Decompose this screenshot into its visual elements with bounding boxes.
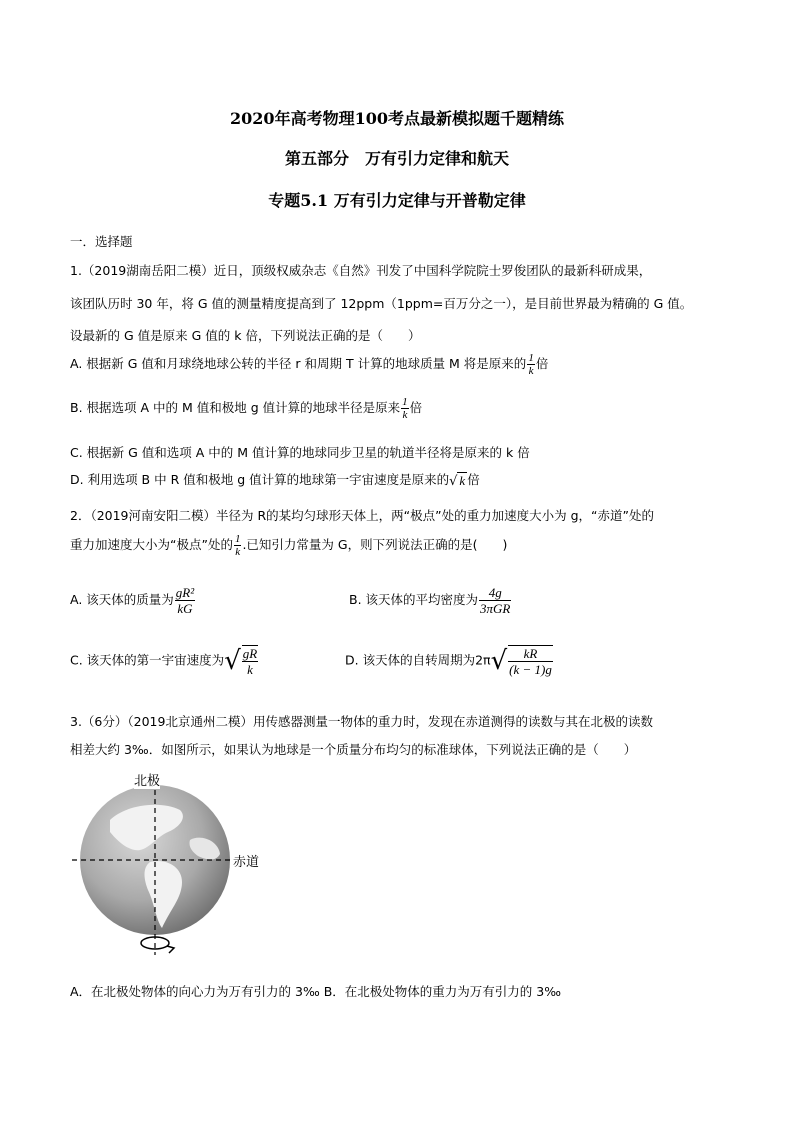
fraction-denominator: 3πGR [480,601,511,616]
q2-option-a-text: A. 该天体的质量为 [70,592,174,607]
q2-option-d [345,645,554,677]
fraction-numerator: 1 [402,396,408,408]
q1-option-b [70,396,422,421]
fraction-denominator: kG [177,601,193,616]
fraction-numerator: kR [508,646,553,662]
fraction-denominator: k [247,662,253,677]
fraction [527,352,535,377]
north-pole-label: 北极 [134,770,160,789]
sqrt-expression: √ k [449,472,466,489]
q2-option-d-text: D. 该天体的自转周期为2π [345,652,491,668]
q1-option-a-text: A. 根据新 G 值和月球绕地球公转的半径 r 和周期 T 计算的地球质量 M 将是原来的 [70,356,527,371]
sqrt-radicand: k [459,472,466,488]
q2-option-a [70,585,196,616]
q3-answer-line: A．在北极处物体的向心力为万有引力的 3‰ B．在北极处物体的重力为万有引力的 3‰ [70,984,561,999]
q1-option-d-text: D. 利用选项 B 中 R 值和极地 g 值计算的地球第一宇宙速度是原来的 [70,472,450,487]
q1-line1: 1.（2019湖南岳阳二模）近日，顶级权威杂志《自然》刊发了中国科学院院士罗俊团队的最新科研成果， [70,263,652,278]
fraction-denominator: k [528,365,534,377]
q1-option-b-end: 倍 [409,400,423,415]
topic-title: 专题5.1 万有引力定律与开普勒定律 [268,191,526,210]
fraction-numerator: gR [242,646,258,661]
q3-line2: 相差大约 3‰．如图所示，如果认为地球是一个质量分布均匀的标准球体，下列说法正确的是（ ） [70,742,637,757]
fraction-numerator: 1 [234,533,241,545]
q1-option-a [70,352,548,377]
fraction-numerator: 4g [479,585,511,601]
q1-option-c: C. 根据新 G 值和选项 A 中的 M 值计算的地球同步卫星的轨道半径将是原来的 k 倍 [70,445,530,460]
section-heading: 一．选择题 [70,234,133,249]
sqrt-expression: √ $\frac{kR}{(k - 1)g}$ [490,646,552,677]
fraction-numerator: gR² [175,585,195,600]
q2-option-c [70,645,259,677]
part-title: 第五部分 万有引力定律和航天 [284,149,509,168]
q2-line2-a: 重力加速度大小为“极点”处的 [70,537,233,552]
fraction [175,585,195,616]
q2-option-b-text: B. 该天体的平均密度为 [349,592,479,607]
sqrt-expression: √ $\frac{gR}{k}$ [224,646,258,677]
q1-option-d [70,470,480,489]
q1-option-d-end: 倍 [467,472,480,487]
fraction-denominator: k [235,546,241,558]
q2-line2-b: .已知引力常量为 G，则下列说法正确的是( ) [242,537,508,552]
globe-icon [70,770,290,970]
fraction [242,645,258,677]
q2-line1: 2．（2019河南安阳二模）半径为 R的某均匀球形天体上，两“极点”处的重力加速度大小为 g，“赤道”处的 [70,508,654,523]
fraction-numerator: 1 [528,352,534,364]
q1-line3: 设最新的 G 值是原来 G 值的 k 倍，下列说法正确的是（ ） [70,328,421,343]
fraction-denominator: k [402,409,408,421]
fraction [508,645,553,677]
earth-figure [70,770,290,970]
q1-option-a-end: 倍 [535,356,549,371]
fraction [479,585,511,616]
fraction [401,396,409,421]
fraction-denominator: (k − 1)g [509,662,552,677]
q2-option-b [349,585,512,616]
q3-line1: 3.（6分）（2019北京通州二模）用传感器测量一物体的重力时，发现在赤道测得的读数与其在北极的读数 [70,714,653,729]
doc-title: 2020年高考物理100考点最新模拟题千题精练 [230,109,564,128]
q1-option-b-text: B. 根据选项 A 中的 M 值和极地 g 值计算的地球半径是原来 [70,400,401,415]
q2-option-c-text: C. 该天体的第一宇宙速度为 [70,652,225,668]
fraction [234,533,242,558]
q2-line2 [70,533,507,558]
q1-line2: 该团队历时 30 年，将 G 值的测量精度提高到了 12ppm（1ppm=百万分之一），是目前世界最为精确的 G 值。 [70,296,693,311]
equator-label: 赤道 [233,855,260,870]
